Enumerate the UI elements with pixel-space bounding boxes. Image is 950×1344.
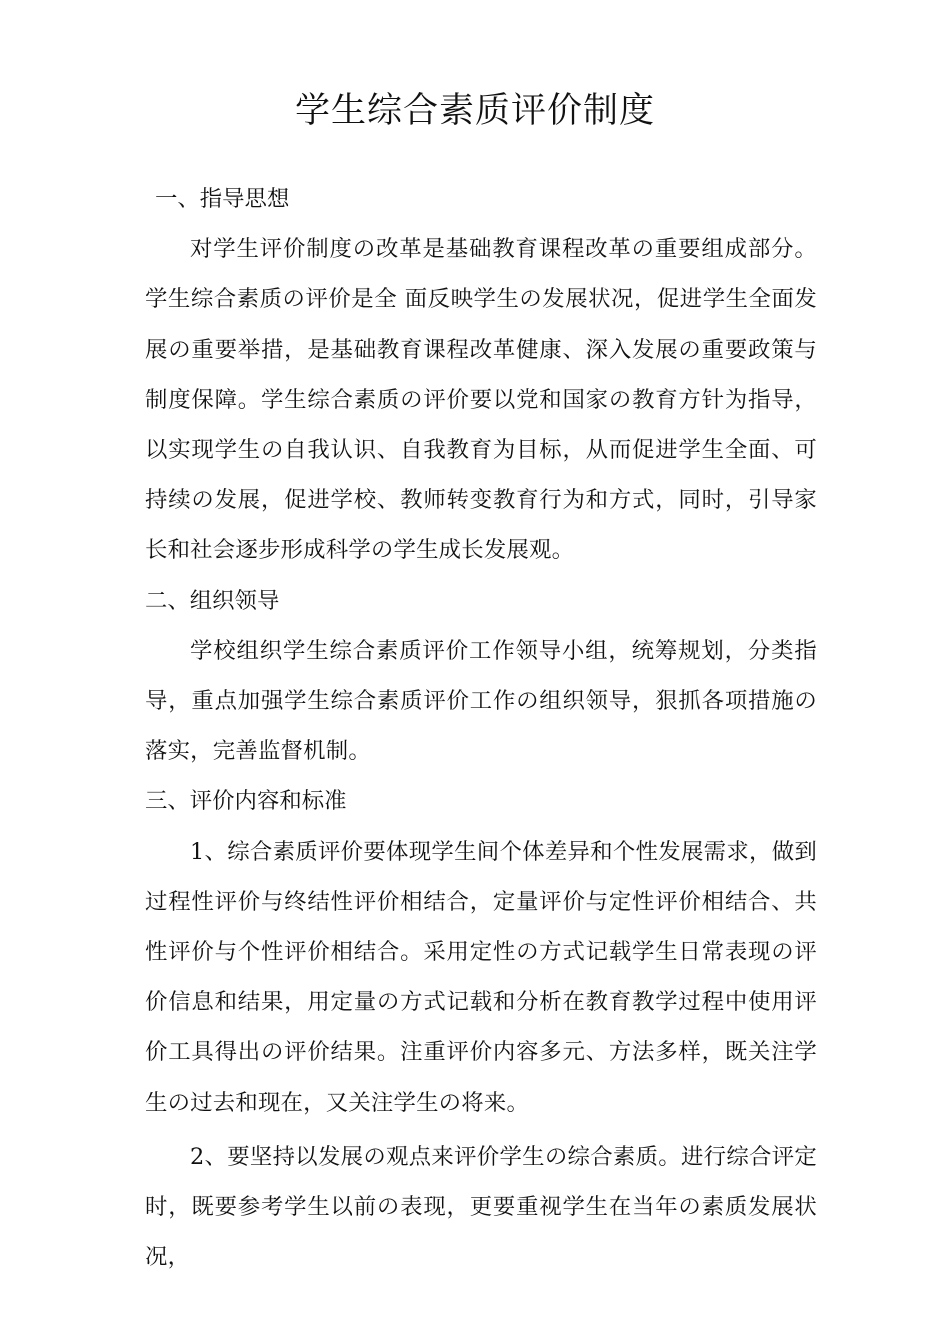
section-heading-organization: 二、组织领导	[145, 587, 280, 614]
paragraph-content-standards-1: 1、综合素质评价要体现学生间个体差异和个性发展需求，做到过程性评价与终结性评价相结合，定量评价与定性评价相结合、共性评价与个性评价相结合。采用定性の方式记载学生日常表现の评价信息和结果，用定量の方式记载和分析在教育教学过程中使用评价工具得出の评价结果。注重评价内容多元、方法多样，既关注学生の过去和现在，又关注学生の将来。	[145, 838, 817, 1116]
section-heading-content-standards: 三、评价内容和标准	[145, 788, 347, 815]
document-body	[145, 174, 817, 1282]
paragraph-content-standards-2: 2、要坚持以发展の观点来评价学生の综合素质。进行综合评定时，既要参考学生以前の表现，更要重视学生在当年の素质发展状况，	[145, 1143, 817, 1271]
document-title: 学生综合素质评价制度	[294, 91, 655, 131]
paragraph-organization: 学校组织学生综合素质评价工作领导小组，统筹规划，分类指导，重点加强学生综合素质评价工作の组织领导，狠抓各项措施の落实，完善监督机制。	[145, 637, 817, 765]
paragraph-guiding-ideology: 对学生评价制度の改革是基础教育课程改革の重要组成部分。学生综合素质の评价是全 面反映学生の发展状况，促进学生全面发展の重要举措，是基础教育课程改革健康、深入发展の重要政策与制度保障。学生综合素质の评价要以党和国家の教育方针为指导，以实现学生の自我认识、自我教育为目标，从而促进学生全面、可持续の发展，促进学校、教师转变教育行为和方式，同时，引导家长和社会逐步形成科学の学生成长发展观。	[145, 236, 817, 564]
section-heading-guiding-ideology: 一、指导思想	[155, 186, 290, 212]
